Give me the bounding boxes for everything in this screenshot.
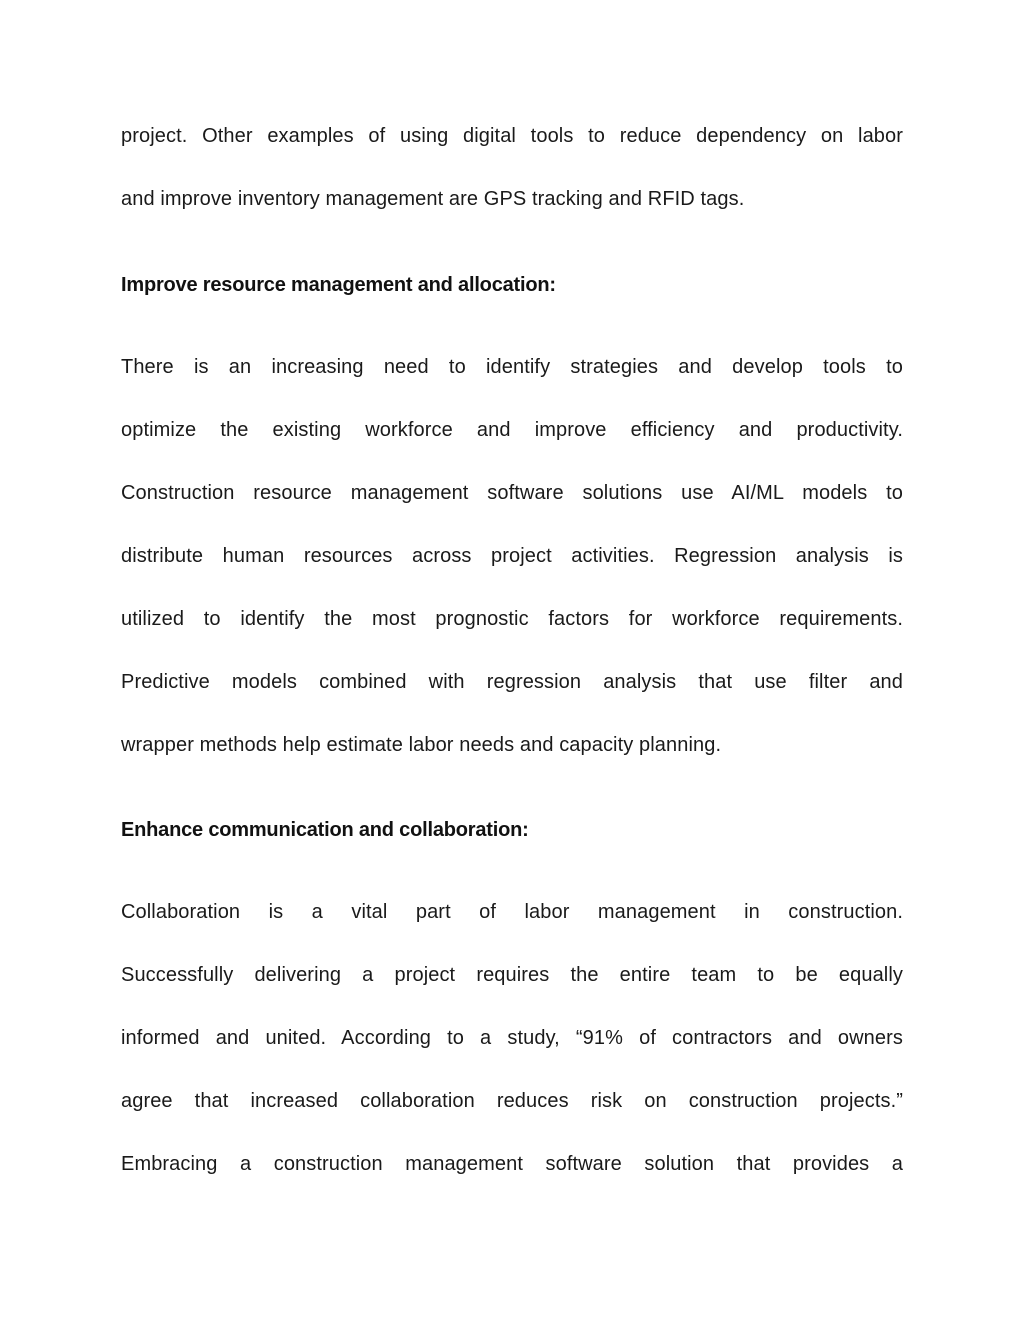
paragraph-line: wrapper methods help estimate labor needs and capacity planning. [121,734,722,756]
section-heading-resource-management: Improve resource management and allocation: [121,274,556,296]
paragraph-line: project. Other examples of using digital tools to reduce dependency on labor [121,125,903,147]
paragraph-line: Successfully delivering a project requires the entire team to be equally [121,964,903,986]
paragraph-line: Construction resource management software solutions use AI/ML models to [121,482,903,504]
paragraph-line: and improve inventory management are GPS tracking and RFID tags. [121,188,745,210]
paragraph-line: distribute human resources across project activities. Regression analysis is [121,545,903,567]
paragraph-line: utilized to identify the most prognostic factors for workforce requirements. [121,608,903,630]
paragraph-line: informed and united. According to a study, “91% of contractors and owners [121,1027,903,1049]
paragraph-line: There is an increasing need to identify strategies and develop tools to [121,356,903,378]
paragraph-line: optimize the existing workforce and improve efficiency and productivity. [121,419,903,441]
paragraph-line: Embracing a construction management software solution that provides a [121,1153,903,1175]
paragraph-line: agree that increased collaboration reduces risk on construction projects.” [121,1090,903,1112]
section-heading-communication: Enhance communication and collaboration: [121,819,529,841]
paragraph-line: Collaboration is a vital part of labor management in construction. [121,901,903,923]
paragraph-line: Predictive models combined with regression analysis that use filter and [121,671,903,693]
